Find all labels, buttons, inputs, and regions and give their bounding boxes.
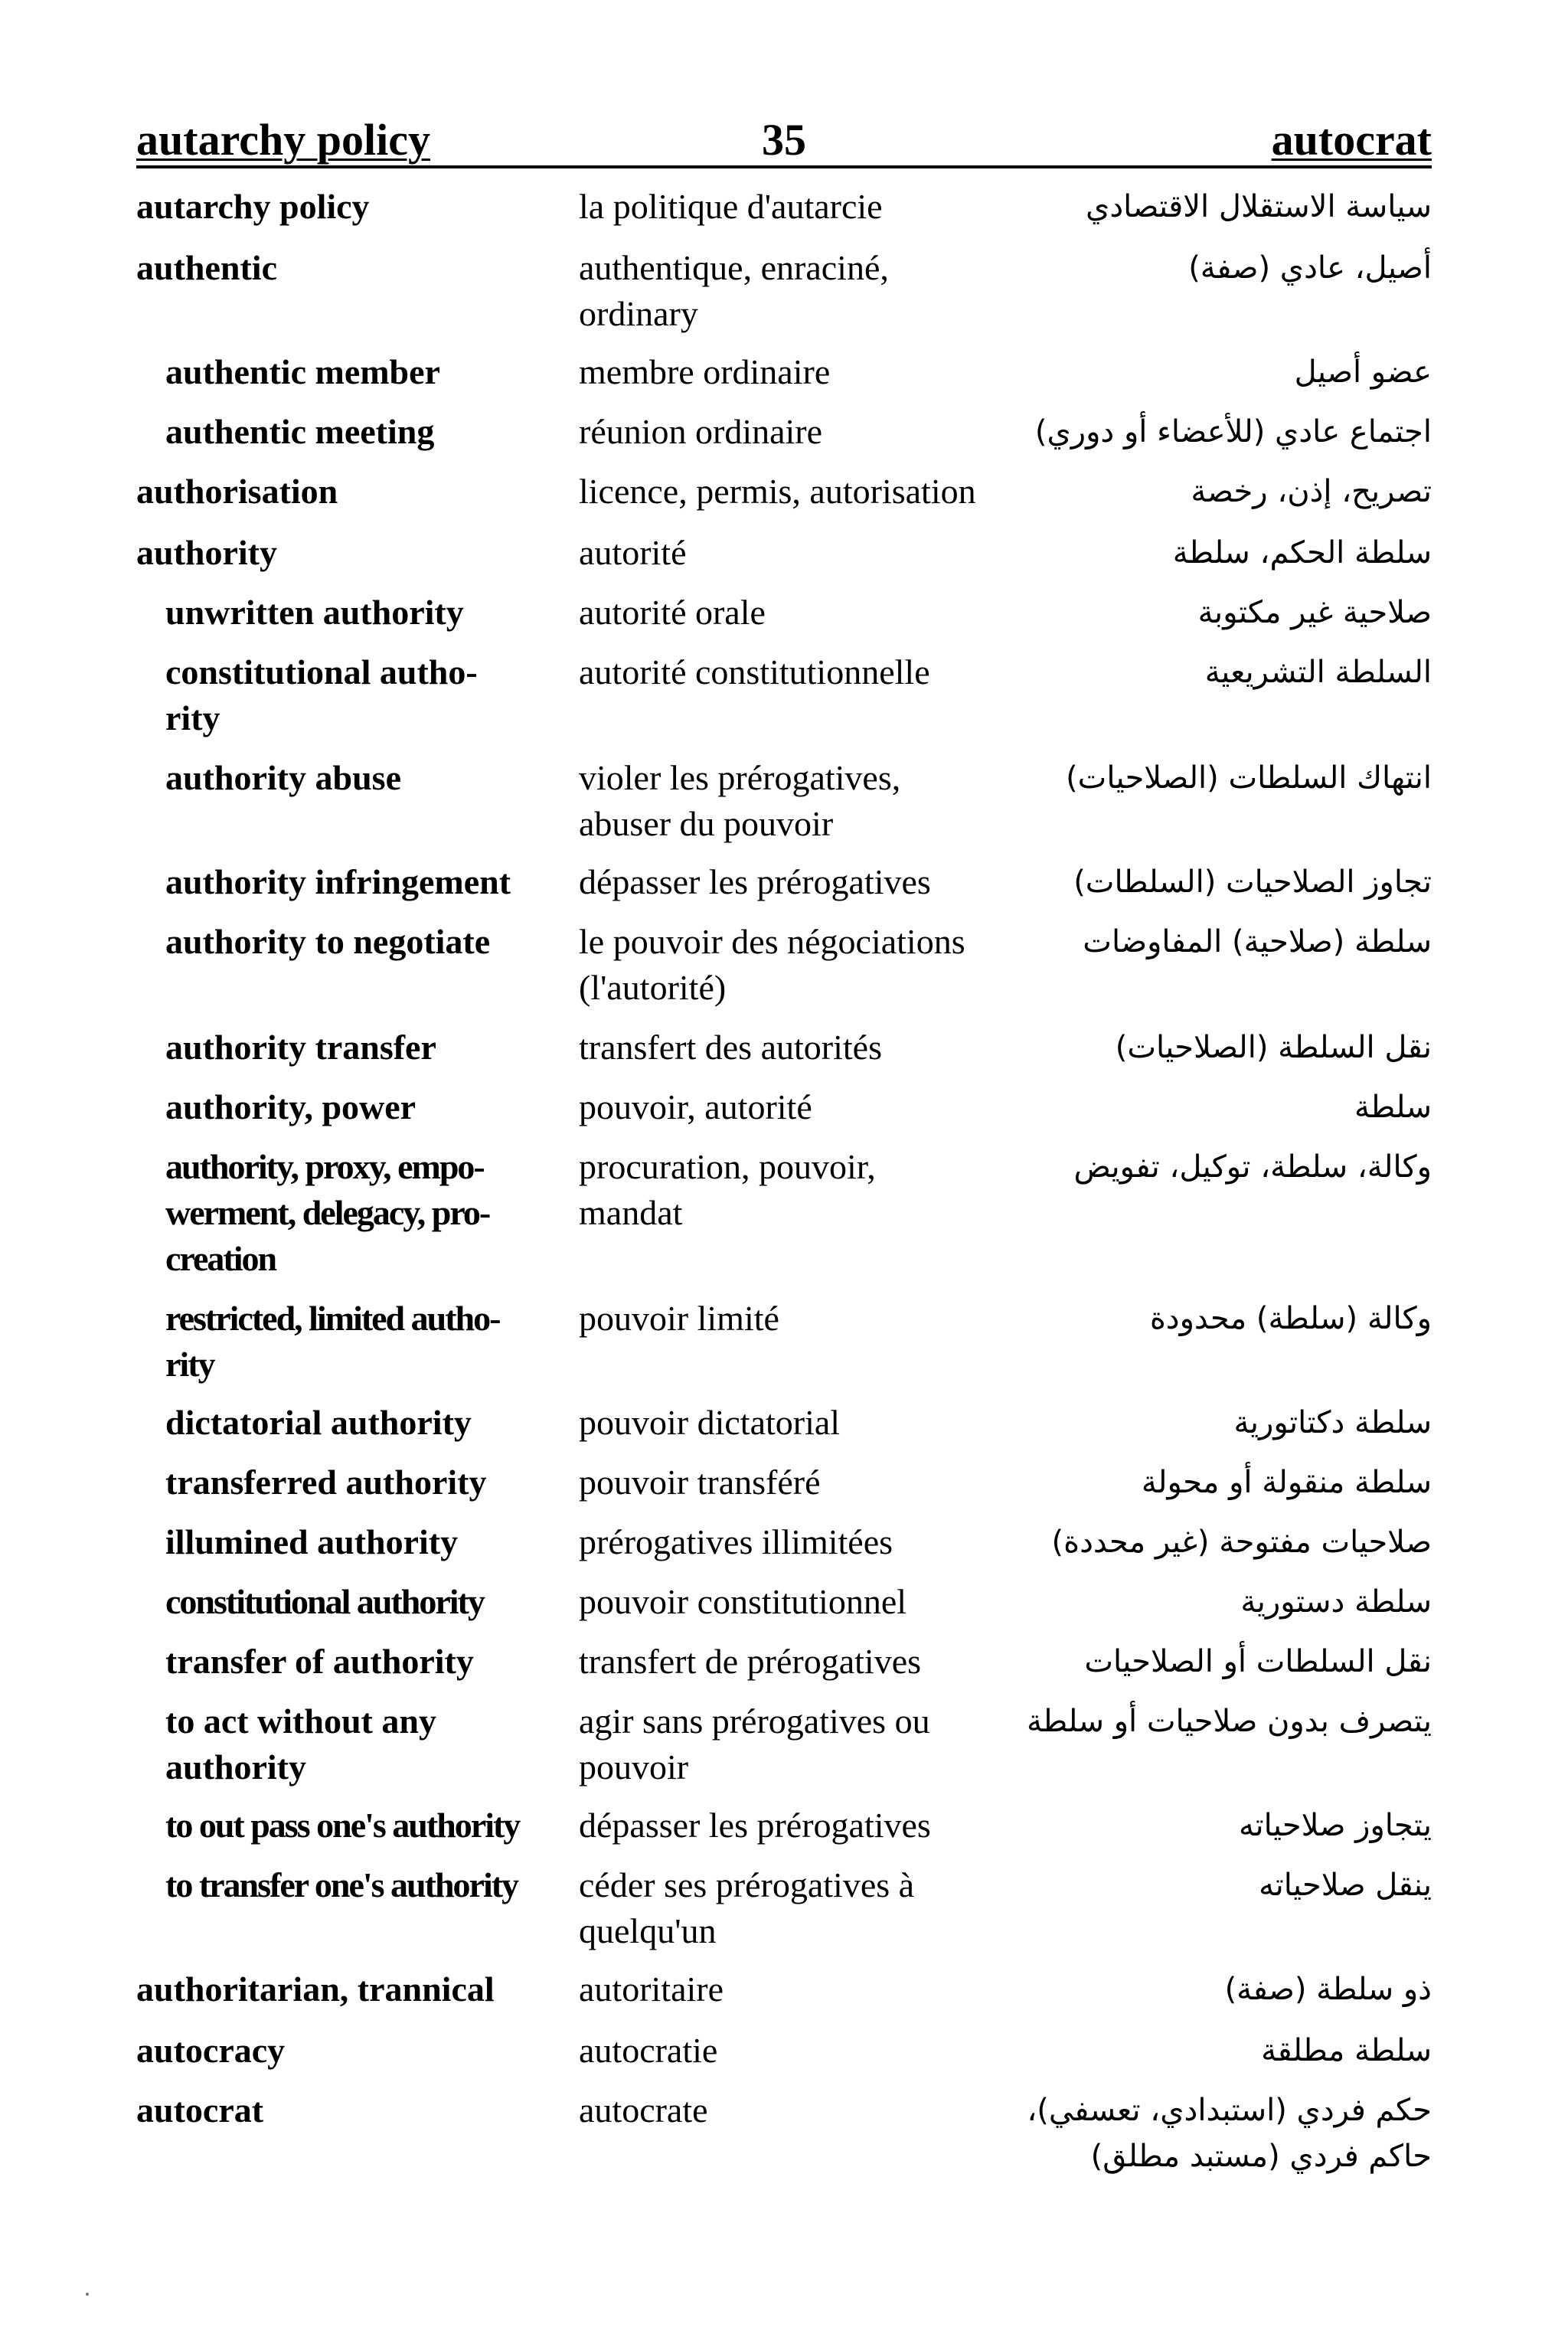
entry-french: agir sans prérogatives ou pouvoir (579, 1701, 930, 1786)
entry-french: pouvoir constitutionnel (579, 1582, 907, 1621)
entry-arabic: وكالة (سلطة) محدودة (1149, 1301, 1432, 1336)
entry-arabic: اجتماع عادي (للأعضاء أو دوري) (1034, 414, 1432, 449)
entry-english: authority abuse (165, 758, 401, 797)
entry-english: dictatorial authority (165, 1403, 472, 1442)
entry-english: authentic (136, 248, 277, 287)
entry-french: licence, permis, autorisation (579, 472, 976, 511)
entry-arabic: يتصرف بدون صلاحيات أو سلطة (1026, 1704, 1432, 1739)
entry-french: autoritaire (579, 1970, 724, 2009)
entry-english: autocrat (136, 2090, 264, 2130)
entry-french: prérogatives illimitées (579, 1522, 893, 1561)
entry-french: autocrate (579, 2090, 708, 2130)
entry-arabic: صلاحية غير مكتوبة (1197, 595, 1432, 630)
entry-arabic: ينقل صلاحياته (1259, 1868, 1432, 1903)
entry-english: authority (136, 533, 277, 572)
entry-french: transfert des autorités (579, 1028, 882, 1067)
entry-french: pouvoir, autorité (579, 1087, 812, 1126)
entry-french: violer les prérogatives, abuser du pouvoir (579, 758, 901, 843)
entry-english: autarchy policy (136, 187, 370, 226)
entry-french: céder ses prérogatives à quelqu'un (579, 1865, 915, 1950)
entry-english: authentic meeting (165, 412, 435, 451)
entry-french: transfert de prérogatives (579, 1642, 922, 1681)
entry-arabic: تجاوز الصلاحيات (السلطات) (1073, 865, 1432, 900)
entry-english: authority to negotiate (165, 922, 491, 961)
entry-english: transfer of authority (165, 1642, 474, 1681)
entry-french: autorité constitutionnelle (579, 652, 930, 691)
entry-english: illumined authority (165, 1522, 459, 1561)
entry-arabic: ذو سلطة (صفة) (1224, 1972, 1432, 2007)
entry-french: le pouvoir des négociations (l'autorité) (579, 922, 965, 1007)
right-guide-word: autocrat (1271, 115, 1432, 165)
entry-english: authority infringement (165, 862, 511, 901)
entry-english: to transfer one's authority (165, 1865, 518, 1904)
entry-english: authorisation (136, 472, 338, 511)
entry-english: to out pass one's authority (165, 1806, 520, 1845)
entry-arabic: سلطة دستورية (1240, 1584, 1432, 1620)
entry-french: procuration, pouvoir, mandat (579, 1147, 876, 1232)
entry-arabic: سياسة الاستقلال الاقتصادي (1086, 189, 1432, 224)
entry-french: dépasser les prérogatives (579, 862, 931, 901)
entry-arabic: سلطة الحكم، سلطة (1172, 535, 1432, 570)
entry-english: constitutional autho- rity (165, 652, 478, 737)
entry-arabic: سلطة مطلقة (1261, 2033, 1432, 2068)
entry-french: autorité (579, 533, 687, 572)
entry-arabic: صلاحيات مفتوحة (غير محددة) (1051, 1525, 1432, 1560)
entry-english: autocracy (136, 2031, 286, 2070)
entry-french: pouvoir limité (579, 1299, 779, 1338)
entry-arabic: سلطة دكتاتورية (1233, 1405, 1432, 1440)
entry-french: authentique, enraciné, ordinary (579, 248, 889, 333)
entry-french: pouvoir transféré (579, 1463, 821, 1502)
entry-french: pouvoir dictatorial (579, 1403, 841, 1442)
entry-arabic: وكالة، سلطة، توكيل، تفويض (1073, 1149, 1432, 1185)
entry-english: transferred authority (165, 1463, 487, 1502)
entry-arabic: يتجاوز صلاحياته (1239, 1808, 1432, 1843)
entry-english: authentic member (165, 352, 440, 391)
entry-french: membre ordinaire (579, 352, 831, 391)
entry-english: authority, proxy, empo- werment, delegacy, pro- creation (165, 1147, 490, 1278)
entry-french: dépasser les prérogatives (579, 1806, 931, 1845)
entry-french: autorité orale (579, 593, 766, 632)
entry-arabic: سلطة (1354, 1090, 1432, 1125)
entry-english: to act without any authority (165, 1701, 436, 1786)
page-number: 35 (762, 115, 806, 165)
entry-english: authoritarian, trannical (136, 1970, 495, 2009)
entry-english: authority, power (165, 1087, 416, 1126)
entry-arabic: انتهاك السلطات (الصلاحيات) (1066, 760, 1432, 796)
entry-arabic: سلطة (صلاحية) المفاوضات (1083, 924, 1432, 959)
entry-english: authority transfer (165, 1028, 436, 1067)
entry-english: constitutional authority (165, 1582, 484, 1621)
entry-arabic: حكم فردي (استبدادي، تعسفي)، حاكم فردي (مستبد مطلق) (1027, 2093, 1432, 2174)
entry-french: la politique d'autarcie (579, 187, 883, 226)
entry-arabic: السلطة التشريعية (1204, 655, 1432, 690)
entry-arabic: عضو أصيل (1294, 355, 1432, 390)
scan-speck (86, 2293, 89, 2296)
entry-english: unwritten authority (165, 593, 464, 632)
entry-french: réunion ordinaire (579, 412, 823, 451)
entry-arabic: سلطة منقولة أو محولة (1141, 1465, 1432, 1500)
entry-arabic: نقل السلطات أو الصلاحيات (1084, 1644, 1432, 1679)
left-guide-word: autarchy policy (136, 115, 430, 165)
entry-arabic: نقل السلطة (الصلاحيات) (1115, 1030, 1432, 1065)
entry-arabic: تصريح، إذن، رخصة (1191, 474, 1432, 509)
entry-english: restricted, limited autho- rity (165, 1299, 500, 1384)
entry-arabic: أصيل، عادي (صفة) (1188, 250, 1432, 286)
entry-french: autocratie (579, 2031, 718, 2070)
